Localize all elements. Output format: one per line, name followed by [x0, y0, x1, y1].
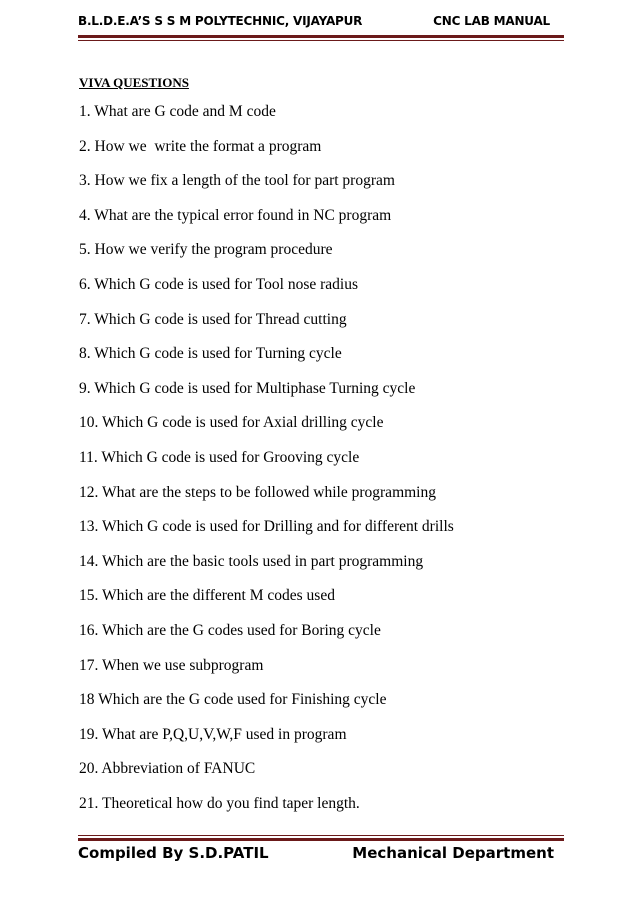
header-institution: B.L.D.E.A’S S S M POLYTECHNIC, VIJAYAPUR — [78, 14, 363, 28]
footer-rule-thick — [78, 838, 564, 841]
question-item: 16. Which are the G codes used for Boring cycle — [79, 621, 381, 639]
question-item: 20. Abbreviation of FANUC — [79, 760, 256, 778]
question-item: 3. How we fix a length of the tool for part program — [79, 172, 395, 190]
question-item: 6. Which G code is used for Tool nose radius — [79, 275, 359, 293]
section-title: VIVA QUESTIONS — [79, 75, 189, 90]
question-list — [79, 102, 454, 828]
header-rule-thick — [78, 35, 564, 38]
header-manual-title: CNC LAB MANUAL — [433, 14, 550, 28]
footer-compiled-by: Compiled By S.D.PATIL — [78, 844, 269, 862]
question-item: 19. What are P,Q,U,V,W,F used in program — [79, 725, 347, 743]
question-item: 14. Which are the basic tools used in part programming — [79, 552, 424, 570]
question-item: 9. Which G code is used for Multiphase Turning cycle — [79, 379, 416, 397]
question-item: 7. Which G code is used for Thread cutting — [79, 310, 347, 328]
footer-rule-thin — [78, 835, 564, 836]
page-header — [78, 14, 564, 32]
question-item: 21. Theoretical how do you find taper length. — [79, 794, 360, 812]
question-item: 2. How we write the format a program — [79, 137, 322, 155]
question-item: 12. What are the steps to be followed while programming — [79, 483, 436, 501]
question-item: 5. How we verify the program procedure — [79, 241, 333, 259]
question-item: 10. Which G code is used for Axial drilling cycle — [79, 414, 384, 432]
page-footer — [78, 844, 564, 866]
header-rule-thin — [78, 40, 564, 41]
question-item: 11. Which G code is used for Grooving cycle — [79, 448, 360, 466]
question-item: 1. What are G code and M code — [79, 103, 276, 120]
question-item: 13. Which G code is used for Drilling and for different drills — [79, 518, 454, 536]
question-item: 15. Which are the different M codes used — [79, 587, 335, 605]
question-item: 4. What are the typical error found in NC program — [79, 206, 392, 224]
question-item: 17. When we use subprogram — [79, 656, 264, 674]
question-item: 18 Which are the G code used for Finishing cycle — [79, 691, 387, 709]
question-item: 8. Which G code is used for Turning cycle — [79, 345, 342, 363]
footer-department: Mechanical Department — [352, 844, 554, 862]
